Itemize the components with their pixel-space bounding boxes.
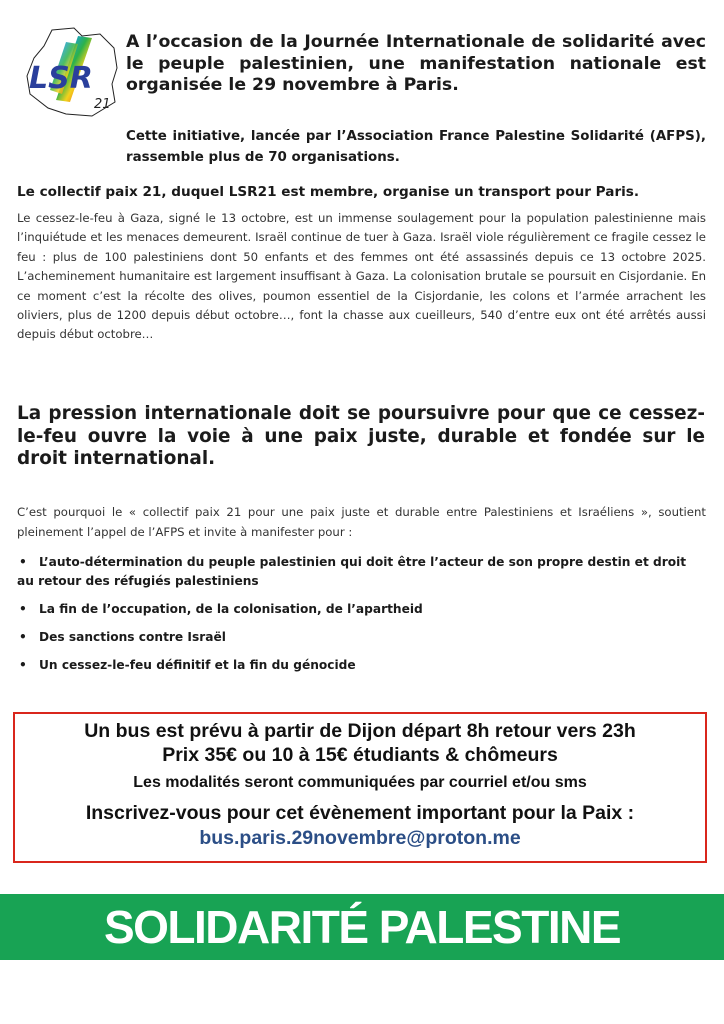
demands-list — [17, 553, 707, 684]
list-item — [17, 553, 707, 591]
list-item-text: Un cessez-le-feu définitif et la fin du génocide — [39, 658, 356, 672]
lsr21-logo — [22, 24, 122, 118]
banner-title: SOLIDARITÉ PALESTINE — [103, 901, 621, 953]
list-item-text: Des sanctions contre Israël — [39, 630, 226, 644]
bullet-icon: • — [19, 630, 27, 644]
bus-registration: Inscrivez-vous pour cet évènement important pour la Paix : — [85, 802, 635, 824]
list-item — [17, 600, 707, 619]
logo-subtext: 21 — [94, 97, 111, 112]
bus-price: Prix 35€ ou 10 à 15€ étudiants & chômeurs — [162, 744, 558, 766]
bus-modalities: Les modalités seront communiquées par courriel et/ou sms — [133, 774, 587, 791]
bullet-icon: • — [19, 602, 27, 616]
list-item-text: L’auto-détermination du peuple palestinien qui doit être l’acteur de son propre destin et droit au retour des réfugiés palestiniens — [17, 555, 687, 588]
initiative-text: Cette initiative, lancée par l’Association France Palestine Solidarité (AFPS), rassemble plus de 70 organisations. — [126, 129, 706, 165]
logo-text: LSR — [29, 61, 93, 96]
pressure-heading: La pression internationale doit se poursuivre pour que ce cessez-le-feu ouvre la voie à une paix juste, durable et fondée sur le droit international. — [17, 403, 705, 470]
bus-info-box — [13, 712, 707, 863]
body-paragraph: Le cessez-le-feu à Gaza, signé le 13 octobre, est un immense soulagement pour la population palestinienne mais l’inquiétude et les menaces demeurent. Israël continue de tuer à Gaza. Israël viole régulièrement ce fragile cessez le feu : plus de 100 palestiniens dont 50 enfants et des femmes ont été assassinés depuis ce 13 octobre 2025. L’acheminement humanitaire est largement insuffisant à Gaza. La colonisation brutale se poursuit en Cisjordanie. En ce moment c’est la récolte des olives, poumon essentiel de la Cisjordanie, les colons et l’armée arrachent les oliviers, plus de 1200 depuis début octobre…, font la chasse aux cueilleurs, 540 d’entre eux ont été arrêtés aussi depuis début octobre… — [17, 211, 706, 342]
headline: A l’occasion de la Journée Internationale de solidarité avec le peuple palestinien, une manifestation nationale est organisée le 29 novembre à Paris. — [126, 32, 706, 95]
registration-email-link[interactable]: bus.paris.29novembre@proton.me — [199, 827, 521, 849]
list-item — [17, 656, 707, 675]
list-item-text: La fin de l’occupation, de la colonisation, de l’apartheid — [39, 602, 423, 616]
list-item — [17, 628, 707, 647]
collectif-statement: Le collectif paix 21, duquel LSR21 est membre, organise un transport pour Paris. — [17, 184, 640, 200]
solidarity-banner — [0, 894, 724, 960]
bus-departure: Un bus est prévu à partir de Dijon départ 8h retour vers 23h — [84, 720, 636, 742]
bullet-icon: • — [19, 658, 27, 672]
bullet-icon: • — [19, 555, 27, 569]
appeal-paragraph: C’est pourquoi le « collectif paix 21 pour une paix juste et durable entre Palestiniens et Israéliens », soutient pleinement l’appel de l’AFPS et invite à manifester pour : — [17, 505, 706, 539]
